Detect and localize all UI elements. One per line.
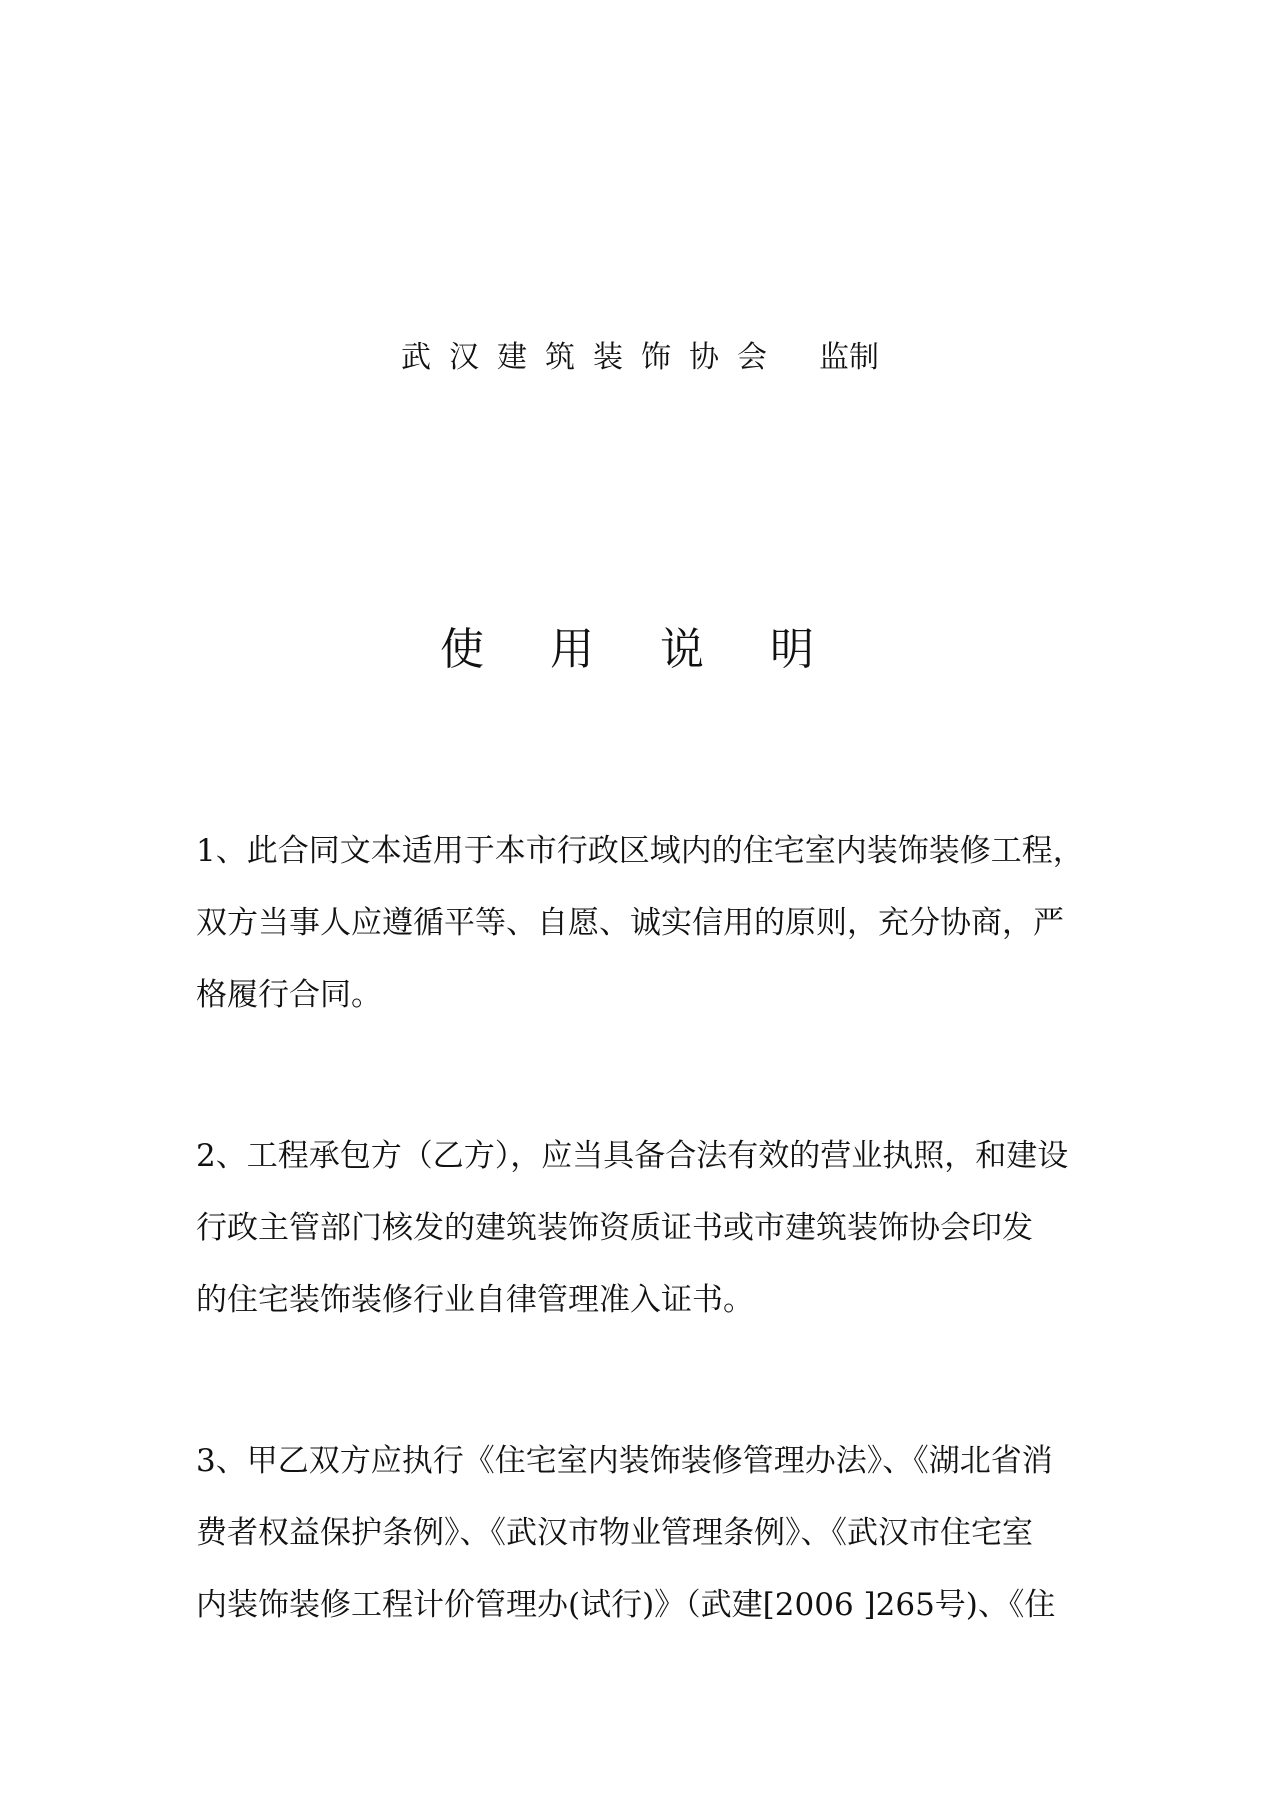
organization-name: 武汉建筑装饰协会 — [401, 340, 785, 375]
paragraph-line: 2、工程承包方（乙方），应当具备合法有效的营业执照，和建设 — [196, 1138, 1069, 1174]
paragraph-line: 内装饰装修工程计价管理办(试行)》（武建[2006 ]265号)、《住 — [196, 1587, 1056, 1623]
supervision-label: 监制 — [819, 340, 879, 375]
paragraph-3 — [196, 1425, 1096, 1641]
paragraph-line: 的住宅装饰装修行业自律管理准入证书。 — [196, 1282, 754, 1318]
page-title: 使 用 说 明 — [440, 624, 840, 675]
paragraph-1 — [196, 815, 1096, 1031]
paragraph-line: 双方当事人应遵循平等、自愿、诚实信用的原则，充分协商，严 — [196, 905, 1064, 941]
paragraph-line: 1、此合同文本适用于本市行政区域内的住宅室内装饰装修工程， — [196, 833, 1084, 869]
paragraph-line: 费者权益保护条例》、《武汉市物业管理条例》、《武汉市住宅室 — [196, 1515, 1033, 1551]
paragraph-2 — [196, 1120, 1096, 1336]
paragraph-line: 行政主管部门核发的建筑装饰资质证书或市建筑装饰协会印发 — [196, 1210, 1033, 1246]
paragraph-line: 3、甲乙双方应执行《住宅室内装饰装修管理办法》、《湖北省消 — [196, 1443, 1053, 1479]
supervisor-line — [0, 338, 1280, 378]
paragraph-line: 格履行合同。 — [196, 977, 382, 1013]
